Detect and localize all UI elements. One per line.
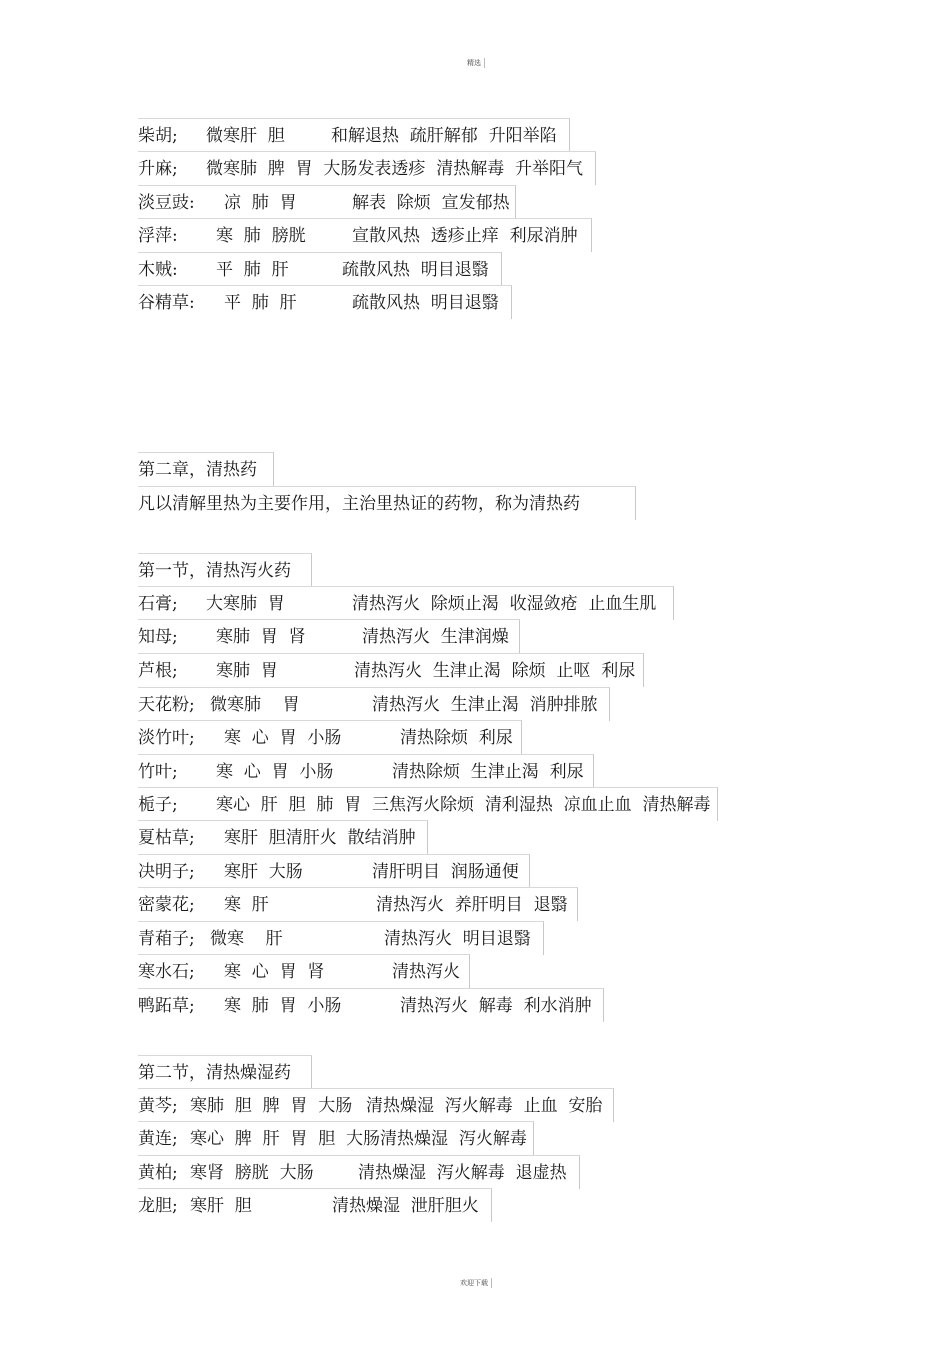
herb-effects: 清热泻火 生津润燥 (362, 627, 509, 647)
herb-name: 龙胆; (138, 1196, 178, 1216)
herb-nature: 微寒肺 脾 胃 大肠 (206, 159, 358, 179)
herb-effects: 清热除烦 生津止渴 利尿 (392, 762, 584, 782)
herb-line (138, 1121, 534, 1155)
herb-line (138, 921, 544, 955)
herb-name: 升麻; (138, 159, 178, 179)
herb-effects: 宣散风热 透疹止痒 利尿消肿 (352, 226, 578, 246)
herb-line (138, 1088, 614, 1122)
herb-nature: 寒 肺 膀胱 (216, 226, 306, 246)
herb-nature: 寒心 肝 胆 肺 胃 三焦 (216, 795, 407, 815)
herb-effects: 清热泻火 除烦止渴 收湿敛疮 止血生肌 (352, 594, 657, 614)
herb-nature: 平 肺 肝 (216, 260, 289, 280)
section-title-text: 第二节，清热燥湿药 (138, 1063, 291, 1083)
herb-line (138, 151, 596, 185)
herb-effects: 清肝火 散结消肿 (285, 828, 416, 848)
herb-line (138, 854, 530, 888)
herb-nature: 寒 心 胃 小肠 (224, 728, 342, 748)
herb-line (138, 687, 610, 721)
herb-name: 黄芩; (138, 1096, 178, 1116)
herb-nature: 寒心 脾 肝 胃 胆 大肠 (190, 1129, 381, 1149)
herb-name: 黄连; (138, 1129, 178, 1149)
herb-line (138, 1188, 492, 1222)
herb-name: 青葙子; (138, 929, 195, 949)
herb-name: 黄柏; (138, 1163, 178, 1183)
herb-line (138, 988, 604, 1022)
herb-nature: 平 肺 肝 (224, 293, 297, 313)
herb-nature: 寒肺 胃 肾 (216, 627, 306, 647)
herb-nature: 寒肝 胆 (190, 1196, 252, 1216)
page-footer-mark: 欢迎下载 (460, 1278, 492, 1288)
herb-effects: 解表 除烦 宣发郁热 (352, 193, 510, 213)
herb-nature: 微寒 肝 (210, 929, 283, 949)
chapter-title-text: 第二章，清热药 (138, 460, 257, 480)
herb-effects: 清热泻火 养肝明目 退翳 (376, 895, 568, 915)
herb-line (138, 653, 644, 687)
herb-effects: 清热泻火 解毒 利水消肿 (400, 996, 592, 1016)
section-title-text: 第一节，清热泻火药 (138, 561, 291, 581)
herb-name: 谷精草: (138, 293, 195, 313)
herb-name: 夏枯草; (138, 828, 195, 848)
section-title (138, 553, 312, 587)
herb-effects: 疏散风热 明目退翳 (342, 260, 489, 280)
herb-name: 柴胡; (138, 126, 178, 146)
herb-name: 决明子; (138, 862, 195, 882)
herb-nature: 寒肺 胆 脾 胃 大肠 (190, 1096, 353, 1116)
herb-name: 知母; (138, 627, 178, 647)
herb-effects: 清热泻火 明目退翳 (384, 929, 531, 949)
herb-name: 芦根; (138, 661, 178, 681)
herb-line (138, 954, 470, 988)
herb-line (138, 285, 512, 319)
herb-nature: 凉 肺 胃 (224, 193, 297, 213)
herb-effects: 清热泻火 生津止渴 消肿排脓 (372, 695, 598, 715)
herb-nature: 寒 心 胃 肾 (224, 962, 325, 982)
herb-nature: 大寒肺 胃 (206, 594, 285, 614)
herb-nature: 微寒肝 胆 (206, 126, 285, 146)
herb-effects: 清热燥湿 泄肝胆火 (332, 1196, 479, 1216)
herb-effects: 清热燥湿 泻火解毒 (380, 1129, 527, 1149)
herb-line (138, 1155, 580, 1189)
herb-line (138, 754, 594, 788)
herb-nature: 寒 肝 (224, 895, 269, 915)
herb-line (138, 720, 522, 754)
herb-effects: 疏散风热 明目退翳 (352, 293, 499, 313)
herb-name: 密蒙花; (138, 895, 195, 915)
herb-name: 淡竹叶; (138, 728, 195, 748)
herb-line (138, 185, 516, 219)
herb-name: 浮萍: (138, 226, 178, 246)
herb-nature: 微寒肺 胃 (210, 695, 300, 715)
herb-line (138, 619, 520, 653)
herb-name: 天花粉; (138, 695, 195, 715)
herb-name: 木贼: (138, 260, 178, 280)
herb-line (138, 118, 570, 152)
herb-name: 竹叶; (138, 762, 178, 782)
herb-line (138, 820, 428, 854)
herb-effects: 清热泻火 生津止渴 除烦 止呕 利尿 (354, 661, 636, 681)
page-header-mark: 精选 (467, 58, 485, 68)
herb-line (138, 887, 578, 921)
herb-effects: 发表透疹 清热解毒 升举阳气 (357, 159, 584, 179)
herb-effects: 和解退热 疏肝解郁 升阳举陷 (331, 126, 557, 146)
herb-effects: 泻火除烦 清利湿热 凉血止血 清热解毒 (406, 795, 711, 815)
herb-line (138, 252, 502, 286)
chapter-description-text: 凡以清解里热为主要作用，主治里热证的药物，称为清热药 (138, 494, 580, 514)
herb-name: 栀子; (138, 795, 178, 815)
herb-effects: 清热除烦 利尿 (400, 728, 513, 748)
herb-nature: 寒肝 胆 (224, 828, 286, 848)
herb-effects: 清热燥湿 泻火解毒 止血 安胎 (366, 1096, 603, 1116)
herb-name: 淡豆豉: (138, 193, 195, 213)
herb-nature: 寒 肺 胃 小肠 (224, 996, 342, 1016)
herb-nature: 寒 心 胃 小肠 (216, 762, 334, 782)
herb-name: 寒水石; (138, 962, 195, 982)
herb-nature: 寒肺 胃 (216, 661, 278, 681)
herb-name: 鸭跖草; (138, 996, 195, 1016)
herb-line (138, 787, 718, 821)
herb-nature: 寒肾 膀胱 大肠 (190, 1163, 314, 1183)
herb-line (138, 586, 674, 620)
chapter-description (138, 486, 636, 520)
herb-effects: 清热燥湿 泻火解毒 退虚热 (358, 1163, 567, 1183)
chapter-title (138, 452, 274, 486)
herb-nature: 寒肝 大肠 (224, 862, 303, 882)
herb-line (138, 218, 592, 252)
herb-name: 石膏; (138, 594, 178, 614)
section-title (138, 1055, 312, 1089)
herb-effects: 清肝明目 润肠通便 (372, 862, 519, 882)
herb-effects: 清热泻火 (392, 962, 460, 982)
